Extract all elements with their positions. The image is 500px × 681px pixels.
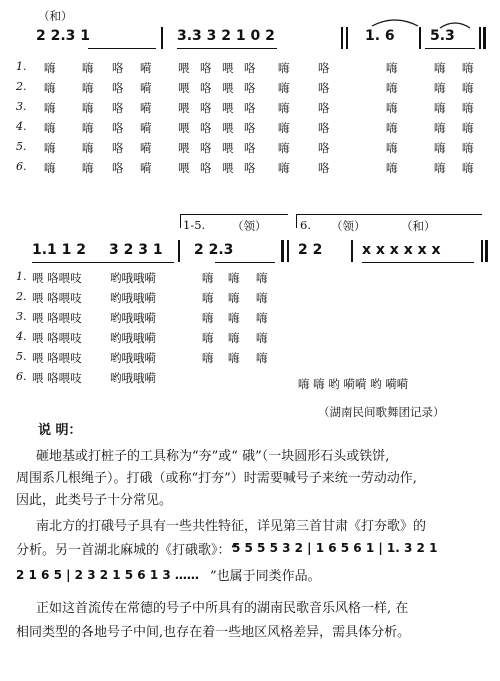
lyric-syllable: 嗨: [256, 331, 268, 345]
lyric-syllable: 嗨: [462, 161, 474, 175]
lyric-phrase: 喂 咯喂吱: [32, 371, 82, 385]
beam-line: [177, 48, 277, 49]
lyric-syllable: 嗨: [462, 101, 474, 115]
verse-number: 6.: [16, 160, 27, 173]
lyric-syllable: 嗨: [82, 141, 94, 155]
lyric-syllable: 嗨: [386, 61, 398, 75]
lyric-syllable: 嗨: [434, 121, 446, 135]
lyric-syllable: 咯: [112, 121, 124, 135]
lyric-syllable: 嗨: [462, 121, 474, 135]
lyric-syllable: 咯: [112, 61, 124, 75]
lyric-syllable: 嗨: [228, 291, 240, 305]
lyric-syllable: 嗨: [278, 141, 290, 155]
score-measure-2: 3.3 3 2 1 0 2: [177, 28, 275, 44]
beam-line: [32, 262, 174, 263]
lyric-syllable: 嗨: [434, 101, 446, 115]
lyric-syllable: 嗨: [82, 121, 94, 135]
tie-arc: [370, 14, 420, 28]
lyric-syllable: 嗬: [140, 61, 152, 75]
volta-1-lead: （领）: [232, 219, 267, 233]
lyric-syllable: 嗨: [462, 81, 474, 95]
beam-line: [215, 262, 275, 263]
volta-bracket: [296, 214, 297, 228]
beam-line: [88, 48, 156, 49]
lyric-syllable: 嗨: [228, 271, 240, 285]
lyric-syllable: 嗨: [202, 331, 214, 345]
repeat-barline: [483, 27, 486, 49]
notes-p1-line2: 周围系几根绳子）。打硪（或称“打夯”）时需要喊号子来统一劳动动作,: [16, 471, 417, 486]
lyric-syllable: 咯: [200, 141, 212, 155]
lyric-syllable: 嗨: [278, 161, 290, 175]
lyric-syllable: 喂: [178, 121, 190, 135]
lyric-phrase: 喂 咯喂吱: [32, 311, 82, 325]
lyric-syllable: 嗨: [256, 291, 268, 305]
lyric-syllable: 嗬: [140, 81, 152, 95]
lyric-syllable: 嗨: [228, 331, 240, 345]
repeat-barline: [479, 27, 481, 49]
lyric-syllable: 咯: [200, 61, 212, 75]
verse-number: 5.: [16, 350, 27, 363]
verse-number: 2.: [16, 80, 27, 93]
lyric-syllable: 嗨: [44, 61, 56, 75]
lyric-syllable: 嗨: [434, 81, 446, 95]
lyric-syllable: 喂: [222, 81, 234, 95]
lyric-syllable: 喂: [222, 101, 234, 115]
lyric-syllable: 喂: [222, 61, 234, 75]
verse-number: 3.: [16, 100, 27, 113]
notes-p2-line1: 南北方的打硪号子具有一些共性特征，详见第三首甘肃《打夯歌》的: [36, 519, 427, 534]
lyric-syllable: 咯: [318, 141, 330, 155]
final-barline: [485, 240, 488, 262]
verse-number: 2.: [16, 290, 27, 303]
volta-1-label: 1-5.: [183, 218, 206, 232]
lyric-syllable: 嗨: [278, 81, 290, 95]
lyric-syllable: 咯: [112, 161, 124, 175]
verse-number: 3.: [16, 310, 27, 323]
lyric-phrase: 哟哦哦嗬: [110, 311, 156, 325]
volta-2-chorus: （和）: [401, 219, 436, 233]
notes-p3-line1: 正如这首流传在常德的号子中所具有的湖南民歌音乐风格一样, 在: [36, 601, 409, 616]
lyric-syllable: 嗨: [202, 291, 214, 305]
lyric-syllable: 喂: [178, 141, 190, 155]
lyric-syllable: 咯: [244, 101, 256, 115]
lyric-syllable: 嗨: [82, 161, 94, 175]
notes-p1-line1: 砸地基或打桩子的工具称为“夯”或“ 硪”（一块圆形石头或铁饼,: [36, 449, 390, 464]
lyric-syllable: 喂: [222, 141, 234, 155]
score-measure-5: 1.1 1 2: [32, 242, 87, 258]
notes-p3-line2: 相同类型的各地号子中间,也存在着一些地区风格差异，需具体分析。: [16, 625, 411, 640]
lyric-syllable: 咯: [200, 101, 212, 115]
lyric-syllable: 嗨: [228, 351, 240, 365]
score-measure-7: 2 2.3: [194, 242, 234, 258]
repeat-barline: [281, 240, 284, 262]
score-measure-6: 3 2 3 1: [109, 242, 163, 258]
lyric-syllable: 嗨: [386, 141, 398, 155]
lyric-syllable: 嗨: [202, 311, 214, 325]
volta-bracket: [180, 214, 288, 215]
verse-number: 6.: [16, 370, 27, 383]
lyric-syllable: 嗨: [278, 121, 290, 135]
lyric-syllable: 咯: [318, 161, 330, 175]
lyric-phrase: 哟哦哦嗬: [110, 351, 156, 365]
lyric-phrase: 哟哦哦嗬: [110, 291, 156, 305]
barline: [419, 27, 421, 49]
lyric-syllable: 嗨: [278, 101, 290, 115]
lyric-syllable: 喂: [222, 121, 234, 135]
lyric-syllable: 咯: [244, 81, 256, 95]
verse-number: 1.: [16, 270, 27, 283]
lyric-syllable: 咯: [318, 121, 330, 135]
barline: [161, 27, 163, 49]
barline: [341, 27, 343, 49]
chorus-marker: （和）: [38, 9, 73, 23]
lyric-phrase: 喂 咯喂吱: [32, 291, 82, 305]
lyric-syllable: 咯: [112, 101, 124, 115]
verse-number: 4.: [16, 330, 27, 343]
lyric-syllable: 嗨: [228, 311, 240, 325]
lyric-syllable: 嗨: [462, 61, 474, 75]
score-measure-4: 5.3: [430, 28, 455, 44]
lyric-phrase: 哟哦哦嗬: [110, 371, 156, 385]
lyric-syllable: 嗨: [44, 161, 56, 175]
barline: [351, 240, 353, 262]
lyric-syllable: 嗬: [140, 161, 152, 175]
lyric-syllable: 嗨: [256, 311, 268, 325]
verse-number: 5.: [16, 140, 27, 153]
volta-2-label: 6.: [300, 218, 311, 232]
lyric-syllable: 喂: [178, 61, 190, 75]
lyric-phrase: 哟哦哦嗬: [110, 271, 156, 285]
lyric-syllable: 嗬: [140, 141, 152, 155]
lyric-syllable: 咯: [244, 61, 256, 75]
volta-bracket: [296, 214, 482, 215]
lyric-phrase: 哟哦哦嗬: [110, 331, 156, 345]
verse-number: 4.: [16, 120, 27, 133]
score-measure-8: 2 2: [298, 242, 323, 258]
lyric-syllable: 嗨: [82, 81, 94, 95]
inline-score-1: 5 5 5 5 3 2 | 1 6 5 6 1 | 1. 3 2 1: [232, 541, 438, 555]
score-measure-9: x x x x x x: [362, 242, 441, 258]
lyric-syllable: 嗨: [386, 161, 398, 175]
lyric-syllable: 咯: [244, 161, 256, 175]
lyric-syllable: 嗨: [82, 61, 94, 75]
score-measure-3: 1. 6: [365, 28, 395, 44]
barline: [178, 240, 180, 262]
lyric-syllable: 嗨: [278, 61, 290, 75]
inline-score-2: 2 1 6 5 | 2 3 2 1 5 6 1 3 ……: [16, 568, 199, 582]
lyric-syllable: 嗨: [44, 141, 56, 155]
barline: [346, 27, 348, 49]
lyric-syllable: 嗨: [44, 101, 56, 115]
volta-2-lead: （领）: [331, 219, 366, 233]
barline: [287, 240, 289, 262]
volta-bracket: [180, 214, 181, 228]
lyric-syllable: 咯: [244, 141, 256, 155]
lyric-syllable: 咯: [318, 81, 330, 95]
lyric-syllable: 咯: [112, 141, 124, 155]
notes-heading: 说 明：: [38, 423, 82, 438]
lyric-phrase: 喂 咯喂吱: [32, 271, 82, 285]
lyric-syllable: 咯: [318, 61, 330, 75]
lyric-syllable: 嗨: [82, 101, 94, 115]
lyric-syllable: 嗨: [434, 141, 446, 155]
verse-6-ending: 嗨 嗨 哟 嗬嗬 哟 嗬嗬: [298, 377, 409, 391]
notes-p1-line3: 因此，此类号子十分常见。: [16, 493, 173, 508]
lyric-syllable: 嗨: [202, 271, 214, 285]
score-measure-1: 2 2.3 1: [36, 28, 91, 44]
lyric-syllable: 喂: [178, 161, 190, 175]
lyric-syllable: 嗨: [256, 351, 268, 365]
tie-arc: [438, 18, 472, 30]
barline: [481, 240, 483, 262]
lyric-syllable: 咯: [244, 121, 256, 135]
lyric-syllable: 咯: [200, 161, 212, 175]
lyric-syllable: 嗨: [434, 161, 446, 175]
notes-p2-line3: ”也属于同类作品。: [210, 569, 321, 584]
lyric-syllable: 咯: [200, 81, 212, 95]
beam-line: [425, 48, 475, 49]
lyric-syllable: 嗨: [44, 121, 56, 135]
lyric-syllable: 嗨: [386, 101, 398, 115]
lyric-syllable: 嗬: [140, 101, 152, 115]
lyric-syllable: 嗨: [202, 351, 214, 365]
lyric-syllable: 嗬: [140, 121, 152, 135]
lyric-syllable: 嗨: [256, 271, 268, 285]
lyric-phrase: 喂 咯喂吱: [32, 331, 82, 345]
lyric-syllable: 喂: [178, 81, 190, 95]
lyric-syllable: 嗨: [44, 81, 56, 95]
lyric-syllable: 喂: [222, 161, 234, 175]
verse-number: 1.: [16, 60, 27, 73]
lyric-syllable: 嗨: [386, 81, 398, 95]
lyric-syllable: 咯: [112, 81, 124, 95]
lyric-syllable: 喂: [178, 101, 190, 115]
notes-p2-line2: 分析。另一首湖北麻城的《打硪歌》：“: [16, 543, 238, 558]
lyric-syllable: 咯: [318, 101, 330, 115]
source-credit: （湖南民间歌舞团记录）: [318, 405, 445, 419]
beam-line: [362, 262, 474, 263]
lyric-syllable: 咯: [200, 121, 212, 135]
lyric-syllable: 嗨: [434, 61, 446, 75]
lyric-syllable: 嗨: [462, 141, 474, 155]
lyric-syllable: 嗨: [386, 121, 398, 135]
lyric-phrase: 喂 咯喂吱: [32, 351, 82, 365]
